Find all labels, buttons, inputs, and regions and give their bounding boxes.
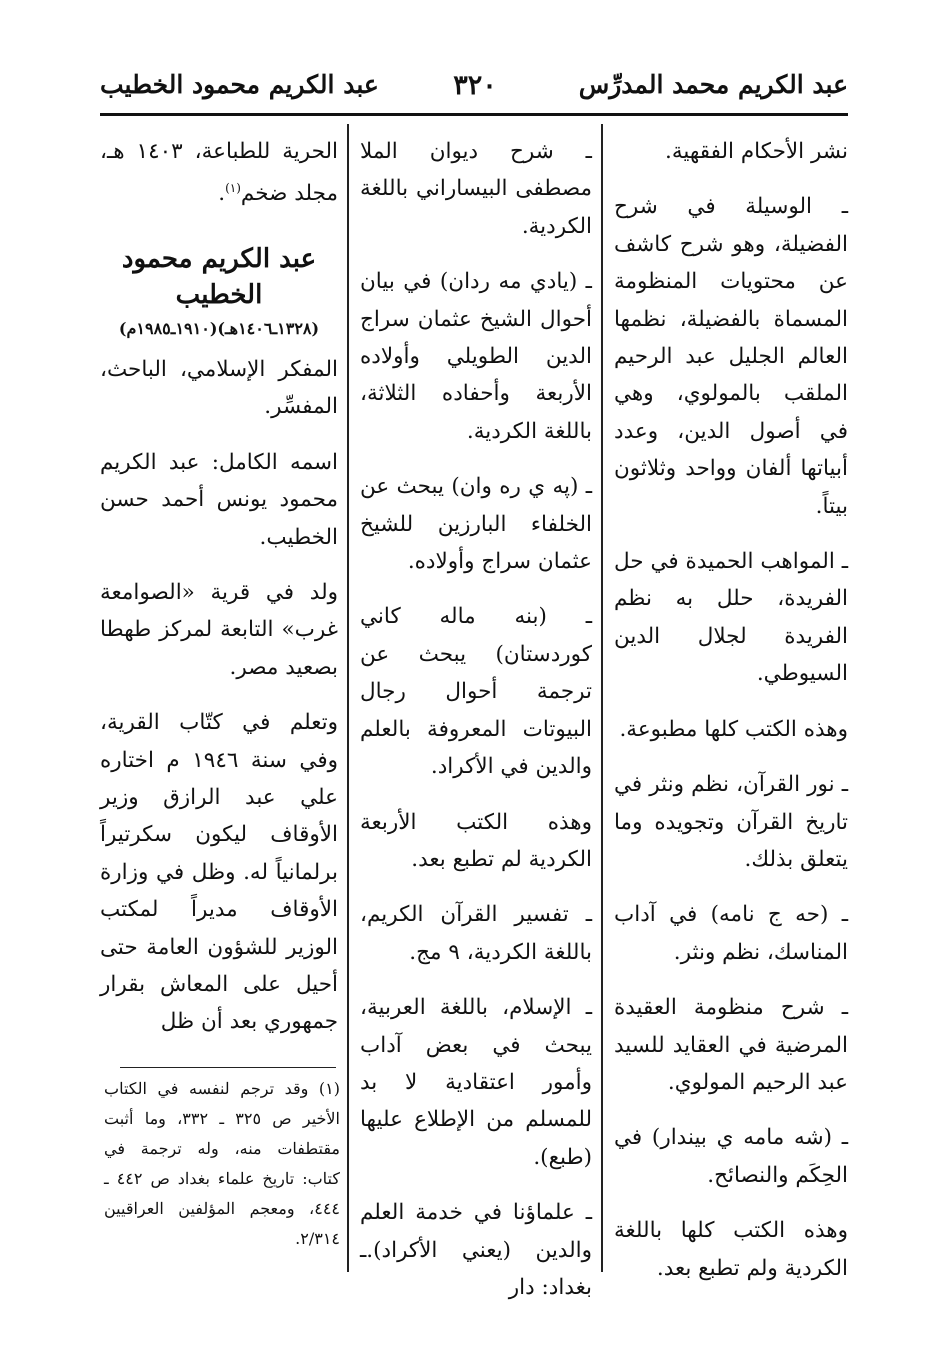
column-divider-left xyxy=(347,124,349,1272)
paragraph: ـ المواهب الحميدة في حل الفريدة، حلل به نظم الفريدة لجلال الدين السيوطي. xyxy=(614,549,848,687)
paragraph: ـ شرح ديوان الملا مصطفى البيساراني باللغة الكردية. xyxy=(360,139,592,239)
header-rule xyxy=(100,113,848,116)
continuation-paragraph: الحرية للطباعة، ١٤٠٣ هـ، مجلد ضخم$^{(١)}$. xyxy=(100,139,338,207)
column-divider-right xyxy=(601,124,603,1272)
biography-title: عبد الكريم محمود الخطيب xyxy=(121,243,317,310)
paragraph: ـ (يادي مه ردان) في بيان أحوال الشيخ عثمان سراج الدين الطويلي وأولاده الأربعة وأحفاده الثلاثة، باللغة الكردية. xyxy=(360,269,592,444)
paragraph: اسمه الكامل: عبد الكريم محمود يونس أحمد حسن الخطيب. xyxy=(100,449,338,550)
page-number: ٣٢٠ xyxy=(453,70,497,101)
paragraph: ـ (شه مامه ي بيندار) في الحِكَم والنصائح. xyxy=(614,1125,848,1188)
paragraph: ـ (حه ج نامه) في آداب المناسك، نظم ونثر. xyxy=(614,902,848,965)
footnote: (١) وقد ترجم لنفسه في الكتاب الأخير ص ٣٢٥ ـ ٣٣٢، وما أثبت مقتطفات منه، وله ترجمة في كتاب: تاريخ علماء بغداد ص ٤٤٢ ـ ٤٤٤، ومعجم المؤلفين العراقيين ٢/٣١٤. xyxy=(104,1079,341,1248)
biography-dates: (١٣٢٨ـ١٤٠٦هـ)(١٩١٠ـ١٩٨٥م) xyxy=(118,318,320,338)
column-right xyxy=(614,133,848,1305)
paragraph: ولد في قرية «الصوامعة غرب» التابعة لمركز طهطا بصعيد مصر. xyxy=(100,580,338,680)
paragraph: ـ (بنه ماله كاني كوردستان) يبحث عن ترجمة أحوال رجال البيوتات المعروفة بالعلم والدين في الأكراد. xyxy=(360,604,592,780)
column-middle xyxy=(360,133,592,1324)
footnote-marker: (١) xyxy=(225,181,241,196)
page-header xyxy=(100,70,848,106)
paragraph: المفكر الإسلامي، الباحث، المفسِّر. xyxy=(100,356,338,420)
paragraph: ـ علماؤنا في خدمة العلم والدين (يعني الأكراد).ـ بغداد: دار xyxy=(360,1200,592,1300)
column-left xyxy=(100,133,338,1059)
continuation-text: الحرية للطباعة، ١٤٠٣ هـ، مجلد ضخم xyxy=(100,139,338,207)
running-head-right: عبد الكريم محمد المدرِّس xyxy=(578,70,848,99)
paragraph: وهذه الكتب الأربعة الكردية لم تطبع بعد. xyxy=(360,809,592,872)
paragraph: ـ شرح منظومة العقيدة المرضية في العقايد للسيد عبد الرحيم المولوي. xyxy=(614,995,848,1095)
paragraph: ـ الوسيلة في شرح الفضيلة، وهو شرح كاشف عن محتويات المنظومة المسماة بالفضيلة، نظمها العالم الجليل عبد الرحيم الملقب بالمولوي، وهي في أصول الدين، وعدد أبياتها ألفان وواحد وثلاثون بيتاً. xyxy=(614,194,848,519)
running-head-left: عبد الكريم محمود الخطيب xyxy=(100,70,379,99)
paragraph: نشر الأحكام الفقهية. xyxy=(665,139,848,164)
paragraph: ـ (په ي ره وان) يبحث عن الخلفاء البارزين للشيخ عثمان سراج وأولاده. xyxy=(360,474,592,575)
paragraph: ـ نور القرآن، نظم ونثر في تاريخ القرآن وتجويده وما يتعلق بذلك. xyxy=(614,772,848,872)
paragraph: ـ الإسلام، باللغة العربية، يبحث في بعض آداب وأمور اعتقادية لا بد للمسلم من الإطلاع عليها (طبع). xyxy=(360,995,592,1170)
paragraph: ـ تفسير القرآن الكريم، باللغة الكردية، ٩ مج. xyxy=(360,902,592,965)
paragraph: وتعلم في كتّاب القرية، وفي سنة ١٩٤٦ م اختاره علي عبد الرازق وزير الأوقاف ليكون سكرتيراً برلمانياً له. وظل في وزارة الأوقاف مديراً لمكتب الوزير للشؤون العامة حتى أحيل على المعاش بقرار جمهوري بعد أن ظل xyxy=(100,710,338,1035)
paragraph: وهذه الكتب كلها باللغة الكردية ولم تطبع بعد. xyxy=(614,1218,848,1281)
footnote-rule xyxy=(120,1067,336,1068)
paragraph: وهذه الكتب كلها مطبوعة. xyxy=(619,716,848,742)
